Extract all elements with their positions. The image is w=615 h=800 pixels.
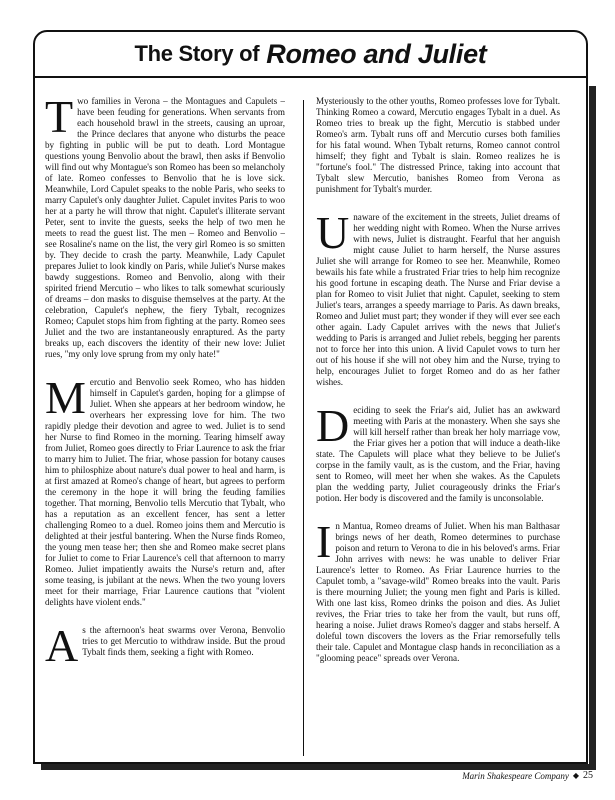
paragraph-text: naware of the excitement in the streets, Juliet dreams of her wedding night with Romeo. When the Nurse arrives with news, Juliet is distraught. Fearful that her anguish might cause Juliet to harm herself, the Nurse assures Juliet she will arrange for Romeo to see her. Meanwhile, Romeo bewails his fate while a frustrated Friar tries to help him recognize his good fortune in escaping death. The Nurse and Friar devise a plan for Romeo to visit Juliet that night. Capulet, seeking to stem Juliet's tears, arranges a speedy marriage to Paris. As dawn breaks, Romeo and Juliet must part; they wonder if they will ever see each other again. Lady Capulet arrives with the news that Juliet's wedding to Paris is arranged and Juliet rebels, begging her parents not to force her into this union. A livid Capulet vows to turn her out of his house if she will not obey him and the Nurse, trying to help, encourages Juliet to forget Romeo and do as her father wishes.: [316, 212, 560, 387]
paragraph-text: n Mantua, Romeo dreams of Juliet. When his man Balthasar brings news of her death, Romeo determines to purchase poison and return to Verona to die in his beloved's arms. Friar John arrives with news: he was unable to deliver Friar Laurence's letter to Romeo. As Friar Laurence hurries to the Capulet tomb, a "savage-wild" Romeo breaks into the vault. Paris is there mourning Juliet; the young men fight and Paris is killed. With one last kiss, Romeo drinks the poison and dies. As Juliet revives, the Friar tries to take her from the vault, but runs off, hearing a noise. Juliet draws Romeo's dagger and stabs herself. A doleful town discovers the lovers as the Friar remorsefully tells their tale. Capulet and Montague clasp hands in reconciliation as a "glooming peace" spreads over Verona.: [316, 521, 560, 663]
title-box: [33, 30, 588, 78]
paragraph: [316, 96, 560, 195]
drop-cap: M: [45, 372, 86, 423]
paragraph-text: eciding to seek the Friar's aid, Juliet has an awkward meeting with Paris at the monastery. When she says she will kill herself rather than break her holy marriage vow, the Friar gives her a potion that will induce a death-like state. The Capulets will place what they believe to be Juliet's corpse in the family vault, as is the custom, and the Friar, having sent to Romeo, will meet her when she wakes. As the Capulets plan the wedding party, Juliet courageously drinks the Friar's potion. Her body is discovered and the family is unconsolable.: [316, 405, 560, 503]
drop-cap: T: [45, 96, 74, 142]
paragraph: [316, 516, 560, 664]
drop-cap: I: [316, 516, 332, 567]
left-column: [45, 96, 285, 758]
paragraph-text: s the afternoon's heat swarms over Verona, Benvolio tries to get Mercutio to withdraw inside. But the proud Tybalt finds them, seeking a fight with Romeo.: [82, 625, 285, 657]
drop-cap: U: [316, 207, 350, 258]
paragraph: [45, 96, 285, 360]
column-divider: [303, 100, 304, 756]
paragraph-text: Mysteriously to the other youths, Romeo professes love for Tybalt. Thinking Romeo a coward, Mercutio engages Tybalt in a duel. As Romeo tries to break up the fight, Mercutio is stabbed under Romeo's arm. Tybalt runs off and Mercutio curses both families for his fatal wound. When Tybalt returns, Romeo cannot control himself; they fight and Tybalt is slain. Romeo realizes he is "fortune's fool." The distressed Prince, taking into account that Tybalt slew Mercutio, banishes Romeo from Verona as punishment for Tybalt's murder.: [316, 96, 560, 194]
drop-cap: A: [45, 620, 79, 671]
diamond-icon: ◆: [572, 771, 579, 780]
paragraph-text: wo families in Verona – the Montagues and Capulets – have been feuding for generations. When servants from each household brawl in the streets, causing an uproar, the Prince declares that anyone who disturbs the peace by fighting in public will be put to death. Lord Montague questions young Benvolio about the brawl, then asks if Benvolio will find out why Montague's son Romeo has been so melancholy of late. Romeo confesses to Benvolio that he is love sick. Meanwhile, Lord Capulet speaks to the noble Paris, who seeks to marry Capulet's only daughter Juliet. Capulet invites Paris to woo her at a party he will throw that night. Capulet's illiterate servant Peter, sent to invite the guests, seeks the help of two men he meets to read the guest list. The men – Romeo and Benvolio – see Rosaline's name on the list, the very girl Romeo is so smitten by. They decide to crash the party. Meanwhile, Lady Capulet prepares Juliet to look kindly on Paris, while Juliet's Nurse makes bawdy suggestions. Romeo and Benvolio, along with their spirited friend Mercutio – who likes to talk somewhat scuriously of dreams – don masks to disguise themselves at the party. At the celebration, Capulet's nephew, the fiery Tybalt, recognizes Romeo; Capulet stops him from fighting at the party. Romeo sees Juliet and the two are instantaneously enraptured. As the party breaks up, each discovers the identity of their new love: Juliet rues, "my only love sprung from my only hate!": [45, 96, 285, 359]
paragraph-text: ercutio and Benvolio seek Romeo, who has hidden himself in Capulet's garden, hoping for a glimpse of Juliet. When she appears at her bedroom window, he overhears her expressing love for him. The two rapidly pledge their devotion and agree to wed. Juliet is to send her Nurse to find Romeo in the morning. Tearing himself away from Juliet, Romeo goes directly to Friar Laurence to ask the friar to marry him to Juliet. The friar, whose passion for botany causes him to philosphize about nature's dual power to heal and harm, is at first amazed at Romeo's change of heart, but agrees to perform the ceremony in the hope it will bring the feuding families together. That morning, Benvolio tells Mercutio that Tybalt, who has a reputation as an excellent fencer, has sent a letter challenging Romeo to a duel. Romeo joins them and Mercutio is delighted at their jestful bantering. When the Nurse finds Romeo, the young men tease her; then she and Romeo make secret plans for Juliet to come to Friar Laurence's cell that afternoon to marry Romeo. Juliet impatiently awaits the Nurse's return and, after some teasing, is jubilant at the news. When the two young lovers meet for their marriage, Friar Laurence cautions that "violent delights have violent ends.": [45, 377, 285, 607]
title-prefix: The Story of: [134, 41, 260, 66]
frame-shadow-right: [589, 86, 596, 770]
drop-cap: D: [316, 400, 350, 451]
right-column: [316, 96, 560, 758]
paragraph: [45, 620, 285, 671]
page-number: 25: [583, 770, 593, 781]
paragraph: [316, 400, 560, 504]
paragraph: [316, 207, 560, 388]
page-footer: [462, 770, 593, 781]
title-name: Romeo and Juliet: [266, 38, 487, 69]
paragraph: [45, 372, 285, 608]
footer-company: Marin Shakespeare Company: [462, 770, 569, 781]
